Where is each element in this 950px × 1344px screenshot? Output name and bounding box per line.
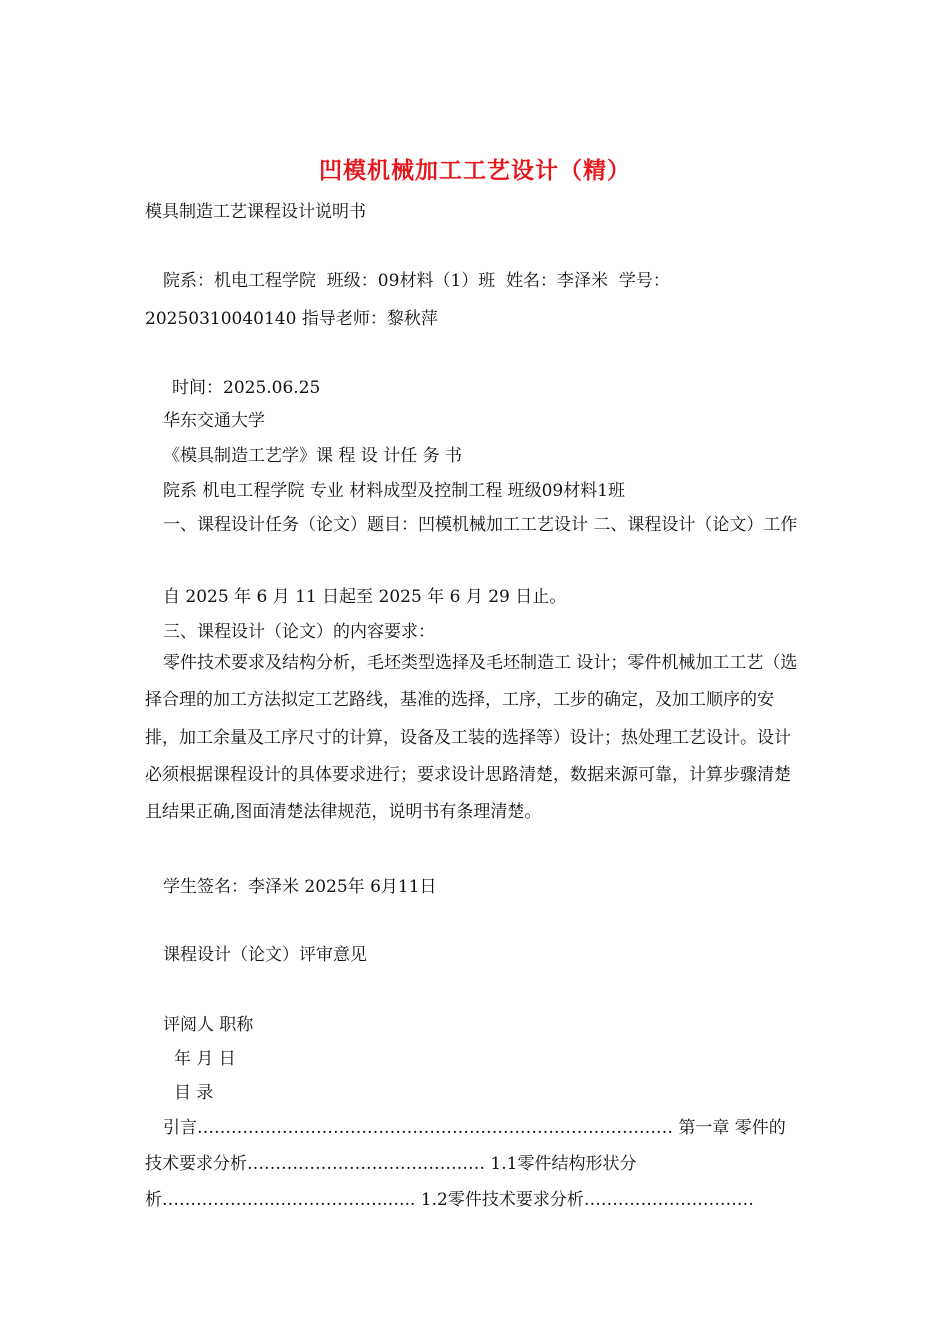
date-line: 时间：2025.06.25 [172,378,321,398]
requirements-heading: 三、课程设计（论文）的内容要求： [163,622,435,642]
table-of-contents: 引言………………………………………………………………………… 第一章 零件的技术要求分析…………………………………… 1.1零件结构形状分析………………..………………..….. 1.2零件技术要求分析………………………… [145,1118,786,1210]
task-paragraph: 一、课程设计任务（论文）题目：凹模机械加工工艺设计 二、课程设计（论文）工作 [163,515,798,535]
document-title: 凹模机械加工工艺设计（精） [319,157,631,184]
task-book-title: 《模具制造工艺学》课 程 设 计任 务 书 [163,446,463,466]
student-signature: 学生签名：李泽米 2025年 6月11日 [163,877,437,897]
reviewer-line: 评阅人 职称 [163,1015,254,1035]
info-line-1: 院系：机电工程学院 班级：09材料（1）班 姓名：李泽米 学号： [163,271,670,291]
info-line-2: 20250310040140 指导老师：黎秋萍 [145,309,438,329]
date-fields: 年 月 日 [174,1049,236,1069]
period-line: 自 2025 年 6 月 11 日起至 2025 年 6 月 29 日止。 [163,587,567,607]
review-heading: 课程设计（论文）评审意见 [163,945,367,965]
university-name: 华东交通大学 [163,411,265,431]
requirements-paragraph: 零件技术要求及结构分析，毛坯类型选择及毛坯制造工 设计；零件机械加工工艺（选择合理的加工方法拟定工艺路线，基准的选择，工序，工步的确定，及加工顺序的安排，加工余量及工序尺寸的计算，设备及工装的选择等）设计；热处理工艺设计。设计必须根据课程设计的具体要求进行；要求设计思路清楚，数据来源可靠，计算步骤清楚且结果正确,图面清楚法律规范，说明书有条理清楚。 [145,653,798,823]
toc-heading: 目 录 [174,1083,214,1103]
subtitle: 模具制造工艺课程设计说明书 [145,202,366,222]
department-line: 院系 机电工程学院 专业 材料成型及控制工程 班级09材料1班 [163,481,626,501]
